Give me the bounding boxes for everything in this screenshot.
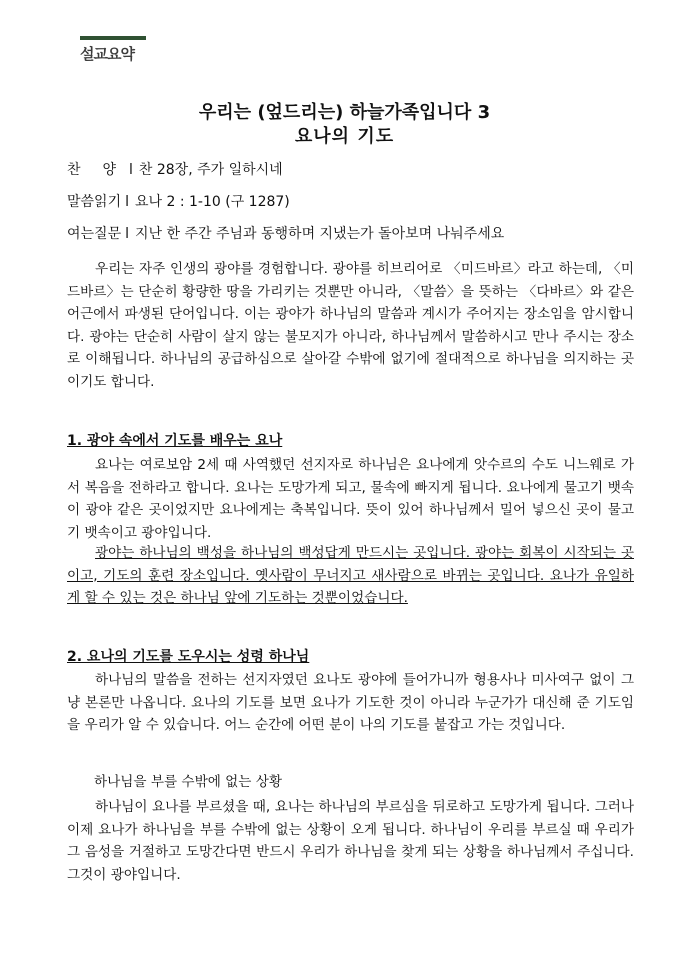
- question-label: 여는질문: [67, 226, 122, 242]
- hymn-value: 찬 28장, 주가 일하시네: [138, 162, 283, 178]
- title-line-1: 우리는 (엎드리는) 하늘가족입니다 3: [198, 102, 491, 123]
- logo: [80, 36, 150, 63]
- section-2-heading: 2. 요나의 기도를 도우시는 성령 하나님: [67, 649, 310, 665]
- intro-paragraph: 우리는 자주 인생의 광야를 경험합니다. 광야를 히브리어로 〈미드바르〉라고 하는데, 〈미드바르〉는 단순히 황량한 땅을 가리키는 것뿐만 아니라, 〈말씀〉을 뜻하는 〈다바르〉와 같은 어근에서 파생된 단어입니다. 이는 광야가 하나님의 말씀과 계시가 주어지는 장소임을 암시합니다. 광야는 단순히 사람이 살지 않는 불모지가 아니라, 하나님께서 말씀하시고 만나 주시는 장소로 이해됩니다. 하나님의 공급하심으로 살아갈 수밖에 없기에 절대적으로 하나님을 의지하는 곳이기도 합니다.: [67, 261, 634, 390]
- hymn-label: [67, 161, 125, 179]
- logo-bar: [80, 36, 146, 40]
- question-row: [67, 225, 504, 243]
- reading-separator: l: [125, 194, 129, 210]
- reading-value: 요나 2 : 1-10 (구 1287): [135, 194, 290, 210]
- section-2-paragraph-2: 하나님이 요나를 부르셨을 때, 요나는 하나님의 부르심을 뒤로하고 도망가게 됩니다. 그러나 이제 요나가 하나님을 부를 수밖에 없는 상황이 오게 됩니다. 하나님이 우리를 부르실 때 우리가 그 음성을 거절하고 도망간다면 반드시 우리가 하나님을 찾게 되는 상황을 하나님께서 주십니다. 그것이 광야입니다.: [67, 799, 634, 883]
- hymn-label-char-2: 양: [102, 162, 117, 178]
- section-1-paragraph-1: 요나는 여로보암 2세 때 사역했던 선지자로 하나님은 요나에게 앗수르의 수도 니느웨로 가서 복음을 전하라고 합니다. 요나는 도망가게 되고, 물속에 빠지게 됩니다. 요나에게 물고기 뱃속이 광야 같은 곳이었지만 요나에게는 축복입니다. 뜻이 있어 하나님께서 밀어 넣으신 곳이 물고기 뱃속이고 광야입니다.: [67, 457, 634, 541]
- section-1-heading: 1. 광야 속에서 기도를 배우는 요나: [67, 433, 283, 449]
- section-1-paragraph-2: 광야는 하나님의 백성을 하나님의 백성답게 만드시는 곳입니다. 광야는 회복이 시작되는 곳이고, 기도의 훈련 장소입니다. 옛사람이 무너지고 새사람으로 바뀌는 곳입니다. 요나가 유일하게 할 수 있는 것은 하나님 앞에 기도하는 것뿐이었습니다.: [67, 545, 634, 606]
- title-line-2: 요나의 기도: [294, 126, 395, 147]
- hymn-separator: l: [129, 162, 133, 178]
- question-value: 지난 한 주간 주님과 동행하며 지냈는가 돌아보며 나눠주세요: [135, 226, 505, 242]
- reading-label: 말씀읽기: [67, 194, 122, 210]
- hymn-label-char-1: 찬: [67, 162, 81, 178]
- reading-row: [67, 193, 290, 211]
- logo-text: 설교요약: [80, 45, 134, 63]
- question-separator: l: [125, 226, 129, 242]
- hymn-row: [67, 161, 283, 179]
- section-2-paragraph-1: 하나님의 말씀을 전하는 선지자였던 요나도 광야에 들어가니까 형용사나 미사여구 없이 그냥 본론만 나옵니다. 요나의 기도를 보면 요나가 기도한 것이 아니라 누군가가 대신해 준 기도임을 우리가 알 수 있습니다. 어느 순간에 어떤 분이 나의 기도를 붙잡고 가는 것입니다.: [67, 672, 634, 733]
- section-2-subheading: 하나님을 부를 수밖에 없는 상황: [94, 774, 282, 790]
